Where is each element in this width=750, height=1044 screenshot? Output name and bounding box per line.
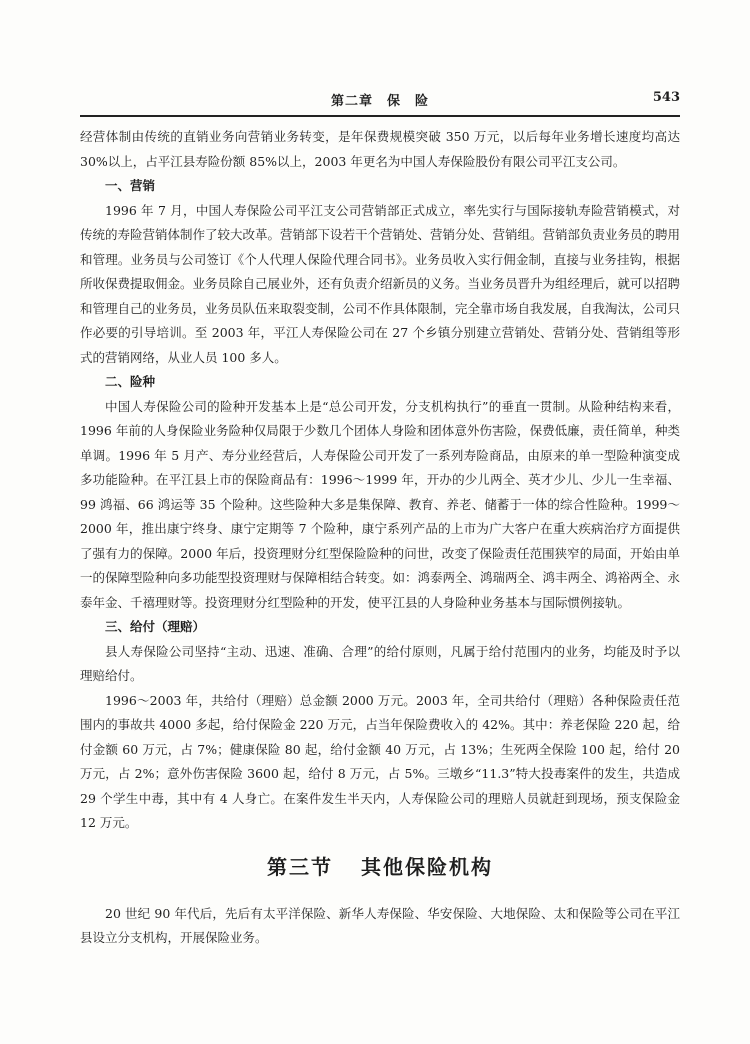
section-title	[80, 850, 680, 884]
paragraph-other-institutions: 20 世纪 90 年代后，先后有太平洋保险、新华人寿保险、华安保险、大地保险、太和保险等公司在平江县设立分支机构，开展保险业务。	[80, 905, 680, 945]
page-number: 543	[652, 90, 680, 105]
paragraph-claims-statistics: 1996～2003 年，共给付（理赔）总金额 2000 万元。2003 年，全司共给付（理赔）各种保险责任范围内的事故共 4000 多起，给付保险金 220 万元，占当年保险费收入的 42%。其中：养老保险 220 起，给付金额 60 万元，占 7%；健康保险 80 起，给付金额 40 万元，占 13%；生死两全保险 100 起，给付 20 万元，占 2%；意外伤害保险 3600 起，给付 8 万元，占 5%。三墩乡“11.3”特大投毒案件的发生，共造成 29 个学生中毒，其中有 4 人身亡。在案件发生半天内，人寿保险公司的理赔人员就赶到现场，预支保险金 12 万元。	[80, 692, 680, 830]
paragraph-claims-principle: 县人寿保险公司坚持“主动、迅速、准确、合理”的给付原则，凡属于给付范围内的业务，均能及时予以理赔给付。	[80, 643, 680, 683]
section-number: 第三节	[267, 854, 333, 879]
heading-claims: 三、给付（理赔）	[105, 619, 206, 634]
page-content	[80, 125, 680, 951]
chapter-title: 第二章 保 险	[330, 94, 429, 109]
heading-insurance-types: 二、险种	[105, 374, 156, 389]
paragraph-sales: 1996 年 7 月，中国人寿保险公司平江支公司营销部正式成立，率先实行与国际接轨寿险营销模式，对传统的寿险营销体制作了较大改革。营销部下设若干个营销处、营销分处、营销组。营销部负责业务员的聘用和管理。业务员与公司签订《个人代理人保险代理合同书》。业务员收入实行佣金制，直接与业务挂钩，根据所收保费提取佣金。业务员除自己展业外，还有负责介绍新员的义务。当业务员晋升为组经理后，就可以招聘和管理自己的业务员，业务员队伍来取裂变制，公司不作具体限制，完全靠市场自我发展，自我淘汰，公司只作必要的引导培训。至 2003 年，平江人寿保险公司在 27 个乡镇分别建立营销处、营销分处、营销组等形式的营销网络，从业人员 100 多人。	[80, 202, 681, 365]
section-name: 其他保险机构	[361, 854, 493, 879]
paragraph-insurance-types: 中国人寿保险公司的险种开发基本上是“总公司开发，分支机构执行”的垂直一贯制。从险种结构来看，1996 年前的人身保险业务险种仅局限于少数几个团体人身险和团体意外伤害险，保费低廉，责任简单，种类单调。1996 年 5 月产、寿分业经营后，人寿保险公司开发了一系列寿险商品，由原来的单一型险种演变成多功能险种。在平江县上市的保险商品有：1996～1999 年，开办的少儿两全、英才少儿、少儿一生幸福、99 鸿福、66 鸿运等 35 个险种。这些险种大多是集保障、教育、养老、储蓄于一体的综合性险种。1999～2000 年，推出康宁终身、康宁定期等 7 个险种，康宁系列产品的上市为广大客户在重大疾病治疗方面提供了强有力的保障。2000 年后，投资理财分红型保险险种的问世，改变了保险责任范围狭窄的局面，开始由单一的保障型险种向多功能型投资理财与保障相结合转变。如：鸿泰两全、鸿瑞两全、鸿丰两全、鸿裕两全、永泰年金、千禧理财等。投资理财分红型险种的开发，使平江县的人身险种业务基本与国际惯例接轨。	[80, 398, 681, 610]
paragraph-continued: 经营体制由传统的直销业务向营销业务转变，是年保费规模突破 350 万元，以后每年业务增长速度均高达 30%以上，占平江县寿险份额 85%以上，2003 年更名为中国人寿保险股份有限公司平江支公司。	[80, 129, 680, 169]
heading-sales: 一、营销	[105, 178, 156, 193]
running-header	[80, 90, 680, 112]
header-rule	[80, 115, 680, 117]
